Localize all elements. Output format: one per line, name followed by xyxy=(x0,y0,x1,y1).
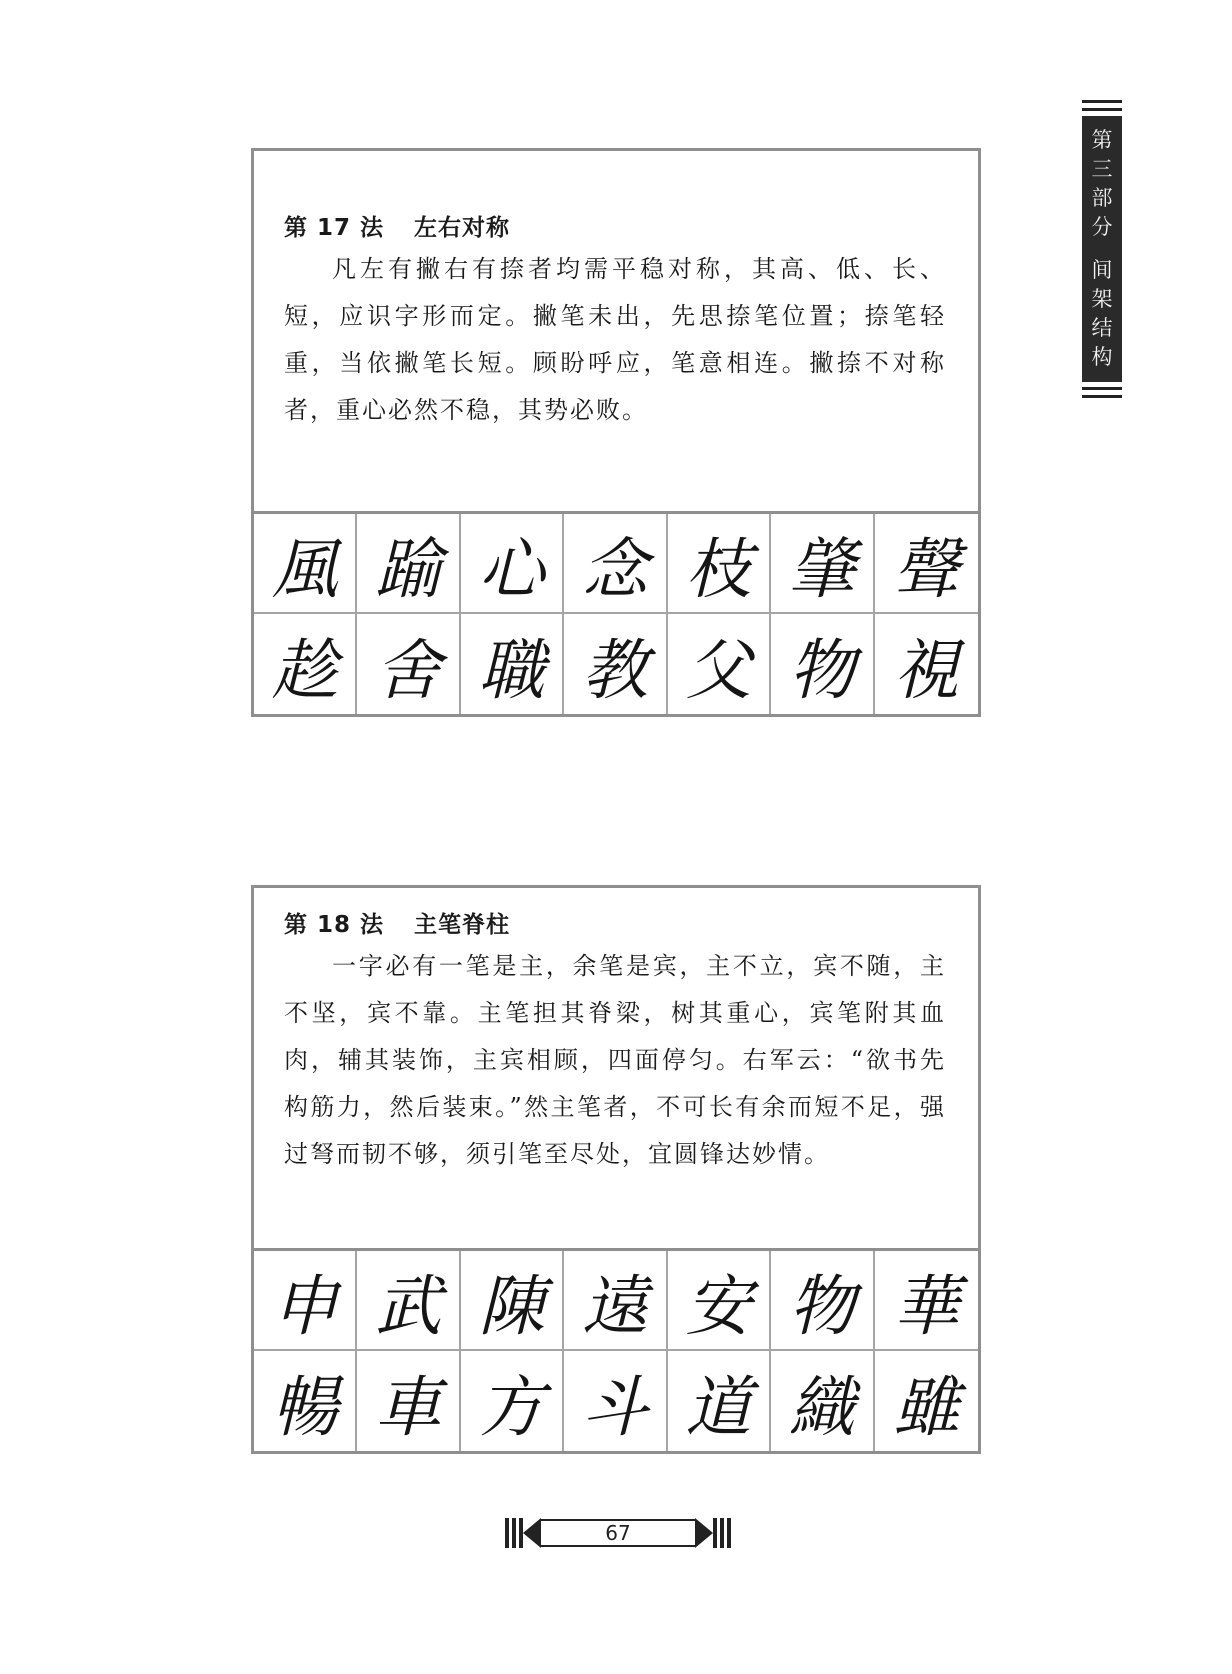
tab-bottom-rule xyxy=(1082,395,1122,398)
calligraphy-char: 念 xyxy=(564,514,667,614)
rule-18-box xyxy=(251,885,981,1454)
page-number: 67 xyxy=(541,1519,695,1547)
rule-title: 左右对称 xyxy=(414,215,511,241)
calligraphy-char: 聲 xyxy=(875,514,978,614)
calligraphy-char: 遠 xyxy=(564,1251,667,1351)
tab-top-rule xyxy=(1082,100,1122,103)
tab-char: 构 xyxy=(1091,345,1113,369)
rule-18-heading xyxy=(284,906,946,939)
calligraphy-char: 織 xyxy=(771,1351,874,1451)
calligraphy-char: 華 xyxy=(875,1251,978,1351)
calligraphy-char: 物 xyxy=(771,614,874,714)
calligraphy-char: 武 xyxy=(357,1251,460,1351)
tab-char: 结 xyxy=(1091,316,1113,340)
ornament-bars xyxy=(713,1518,731,1548)
rule-number: 第 17 法 xyxy=(284,215,385,241)
tab-char: 架 xyxy=(1091,287,1113,311)
tab-char: 第 xyxy=(1091,128,1113,152)
rule-17-heading xyxy=(284,209,946,242)
ornament-arrow-right xyxy=(695,1518,713,1548)
calligraphy-char: 父 xyxy=(668,614,771,714)
calligraphy-char: 斗 xyxy=(564,1351,667,1451)
tab-char: 三 xyxy=(1091,157,1113,181)
rule-18-character-grid xyxy=(254,1248,978,1451)
calligraphy-char: 雖 xyxy=(893,1368,960,1446)
calligraphy-char: 物 xyxy=(771,1251,874,1351)
tab-bottom-rule xyxy=(1082,387,1122,390)
calligraphy-char: 道 xyxy=(668,1351,771,1451)
rule-17-body: 凡左有撇右有捺者均需平稳对称，其高、低、长、短，应识字形而定。撇笔未出，先思捺笔位置；捺笔轻重，当依撇笔长短。顾盼呼应，笔意相连。撇捺不对称者，重心必然不稳，其势必败。 xyxy=(284,255,946,424)
rule-number: 第 18 法 xyxy=(284,912,385,938)
page-number-ornament xyxy=(505,1518,731,1548)
tab-top-rule xyxy=(1082,108,1122,111)
calligraphy-char: 車 xyxy=(357,1351,460,1451)
tab-char: 间 xyxy=(1091,258,1113,282)
section-side-tab xyxy=(1082,100,1122,403)
calligraphy-char: 陳 xyxy=(461,1251,564,1351)
calligraphy-char: 風 xyxy=(254,514,357,614)
calligraphy-char: 申 xyxy=(254,1251,357,1351)
calligraphy-char: 方 xyxy=(461,1351,564,1451)
calligraphy-char: 趁 xyxy=(254,614,357,714)
calligraphy-char: 肇 xyxy=(771,514,874,614)
rule-17-box xyxy=(251,148,981,717)
calligraphy-char: 心 xyxy=(461,514,564,614)
rule-18-body: 一字必有一笔是主，余笔是宾，主不立，宾不随，主不坚，宾不靠。主笔担其脊梁，树其重心，宾笔附其血肉，辅其装饰，主宾相顾，四面停匀。右军云：“欲书先构筋力，然后装束。”然主笔者，不可长有余而短不足，强过弩而韧不够，须引笔至尽处，宜圆锋达妙情。 xyxy=(284,952,946,1168)
rule-17-character-grid xyxy=(254,511,978,714)
calligraphy-char: 枝 xyxy=(668,514,771,614)
calligraphy-char: 舍 xyxy=(357,614,460,714)
tab-char: 分 xyxy=(1091,215,1113,239)
calligraphy-char: 教 xyxy=(564,614,667,714)
ornament-bars xyxy=(505,1518,523,1548)
calligraphy-char: 職 xyxy=(461,614,564,714)
calligraphy-char: 暢 xyxy=(254,1351,357,1451)
rule-title: 主笔脊柱 xyxy=(414,912,511,938)
tab-char: 部 xyxy=(1091,186,1113,210)
ornament-arrow-left xyxy=(523,1518,541,1548)
calligraphy-char: 視 xyxy=(893,631,960,709)
calligraphy-char: 踰 xyxy=(357,514,460,614)
calligraphy-char: 安 xyxy=(668,1251,771,1351)
tab-label xyxy=(1082,116,1122,382)
